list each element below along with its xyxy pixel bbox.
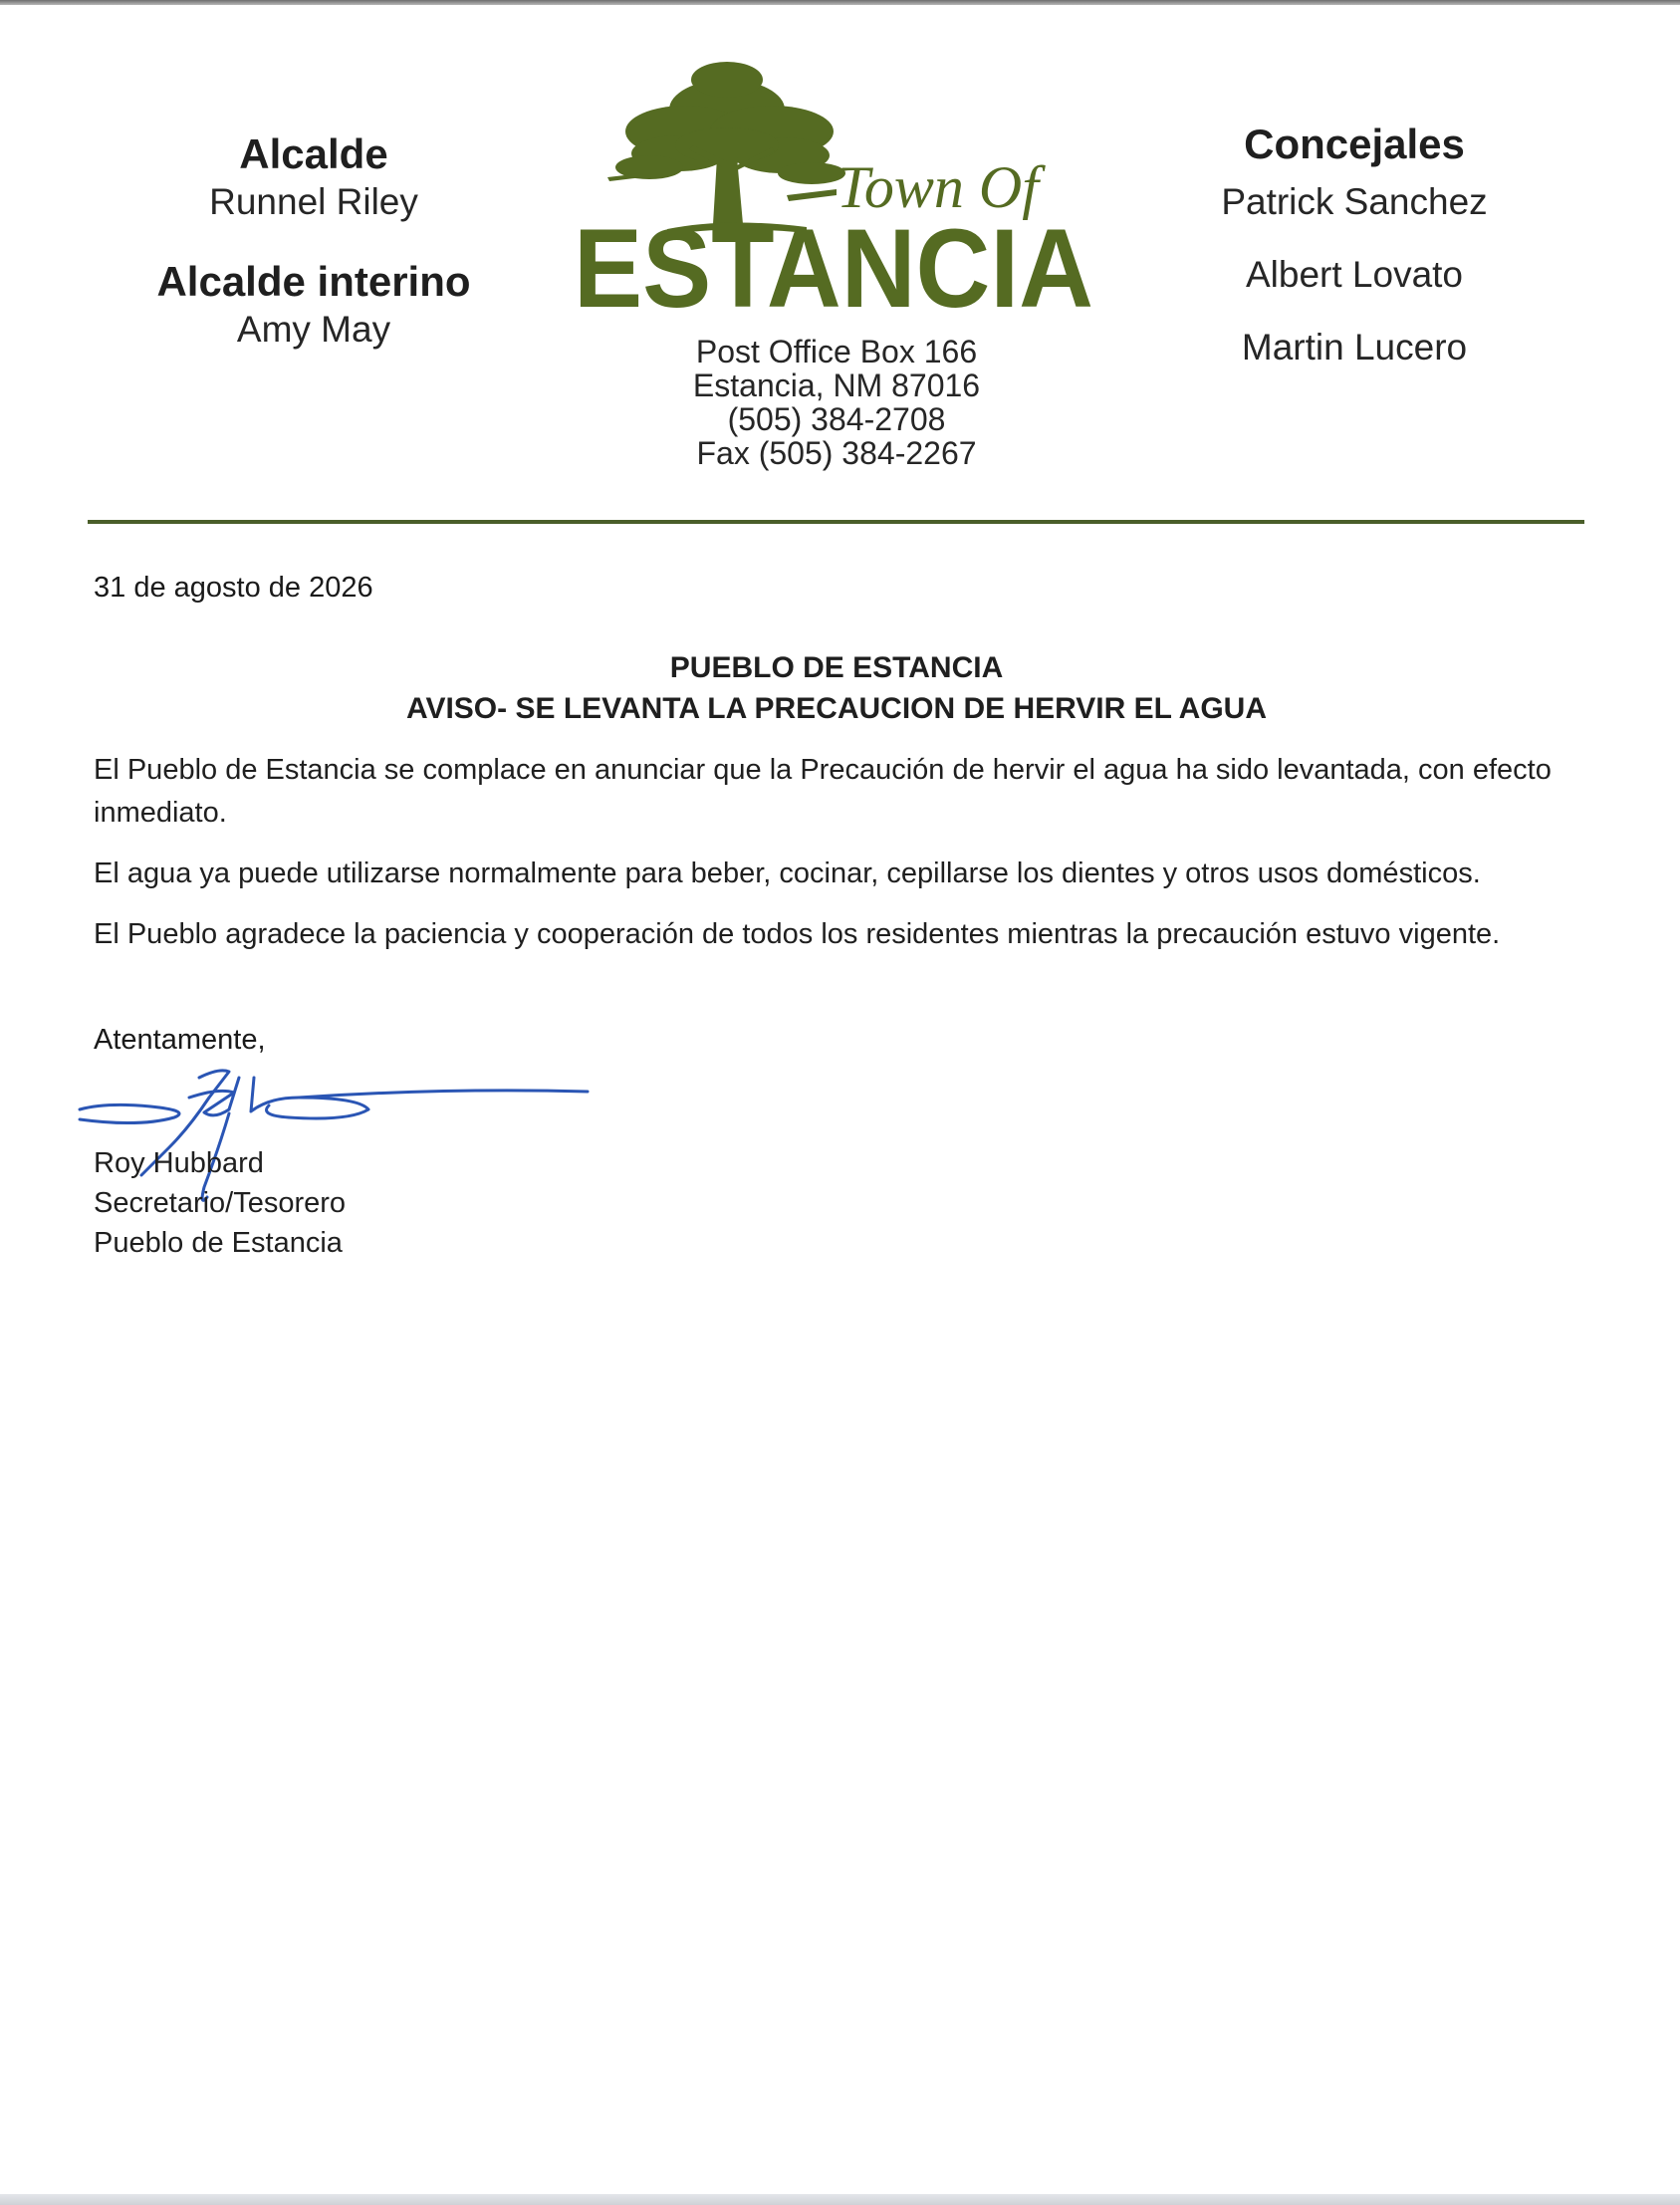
mailing-address <box>637 335 1036 470</box>
address-line: Post Office Box 166 <box>695 334 978 369</box>
closing: Atentamente, <box>94 1024 266 1056</box>
council-member: Martin Lucero <box>1241 327 1468 368</box>
mayor-title: Alcalde <box>239 130 388 177</box>
logo-script-text: Town Of <box>837 154 1039 220</box>
letter-body <box>94 749 1597 974</box>
letter-date: 31 de agosto de 2026 <box>94 572 373 604</box>
scan-edge-bottom <box>0 2194 1680 2205</box>
interim-mayor-name: Amy May <box>236 309 391 350</box>
heading-line-1: PUEBLO DE ESTANCIA <box>669 651 1004 684</box>
phone-number: (505) 384-2708 <box>727 401 946 437</box>
council-members <box>1165 120 1544 370</box>
council-title: Concejales <box>1244 121 1465 167</box>
address-line: Estancia, NM 87016 <box>692 368 981 403</box>
header-divider <box>88 520 1584 524</box>
fax-number: Fax (505) 384-2267 <box>696 435 977 471</box>
signer-block <box>94 1143 346 1263</box>
heading-line-2: AVISO- SE LEVANTA LA PRECAUCION DE HERVIR EL AGUA <box>406 692 1267 725</box>
mayor-name: Runnel Riley <box>209 181 418 222</box>
body-paragraph: El Pueblo de Estancia se complace en anunciar que la Precaución de hervir el agua ha sido levantada, con efecto inmediato. <box>94 754 1552 829</box>
scan-edge-top <box>0 0 1680 5</box>
body-paragraph: El Pueblo agradece la paciencia y cooperación de todos los residentes mientras la precaución estuvo vigente. <box>94 918 1501 950</box>
logo-wordmark: ESTANCIA <box>574 206 1093 314</box>
signer-organization: Pueblo de Estancia <box>94 1227 343 1259</box>
notice-heading <box>239 647 1434 729</box>
oak-tree-icon <box>568 50 1100 314</box>
interim-mayor-title: Alcalde interino <box>156 258 471 305</box>
council-member: Patrick Sanchez <box>1221 181 1488 222</box>
signer-name: Roy Hubbard <box>94 1147 264 1179</box>
officials-left <box>120 129 508 353</box>
signer-title: Secretario/Tesorero <box>94 1187 347 1219</box>
body-paragraph: El agua ya puede utilizarse normalmente para beber, cocinar, cepillarse los dientes y otros usos domésticos. <box>94 858 1481 889</box>
town-logo <box>568 50 1100 314</box>
council-member: Albert Lovato <box>1245 254 1464 295</box>
